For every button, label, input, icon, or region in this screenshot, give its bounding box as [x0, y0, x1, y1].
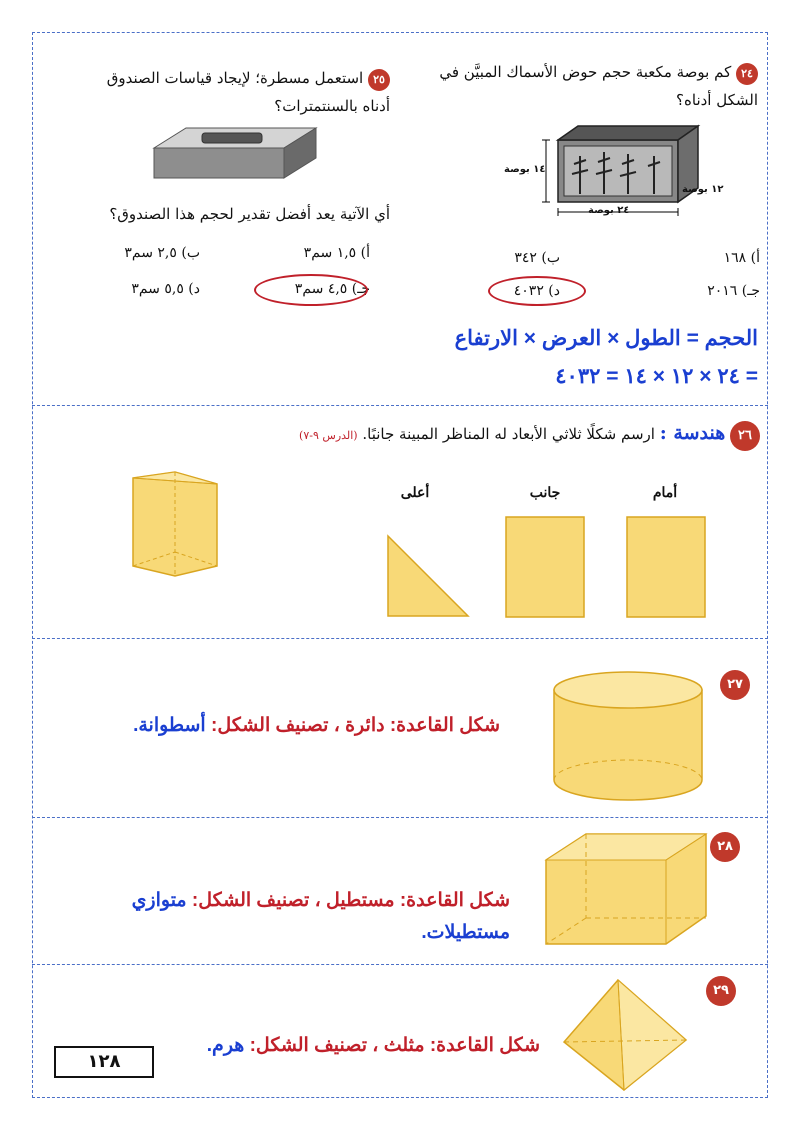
q24-number: ٢٤	[736, 63, 758, 85]
rectangular-prism-figure	[540, 830, 710, 950]
q29-answer	[150, 1030, 540, 1062]
q25-option-c: جـ) ٤,٥ سم٣	[294, 281, 370, 297]
q27-label-b: تصنيف الشكل:	[211, 715, 329, 736]
separator-1	[32, 405, 768, 406]
q25-option-a: أ) ١,٥ سم٣	[303, 245, 370, 261]
tank-length-label: ٢٤ بوصة	[588, 205, 630, 216]
q25-option-b: ب) ٢,٥ سم٣	[124, 245, 200, 261]
tank-height-label: ١٤ بوصة	[504, 164, 546, 175]
side-view-rectangle	[505, 516, 585, 618]
top-view-triangle	[386, 534, 470, 618]
q25-text: استعمل مسطرة؛ لإيجاد قياسات الصندوق أدناه بالسنتمترات؟	[106, 69, 390, 115]
q24-option-b: ب) ٣٤٢	[514, 250, 560, 266]
q28-label-b: تصنيف الشكل:	[191, 890, 310, 911]
separator-3	[32, 817, 768, 818]
q27-value-b: أسطوانة.	[133, 715, 206, 736]
q29-label-a: شكل القاعدة:	[429, 1035, 540, 1056]
q24-block	[406, 58, 758, 114]
q25-block	[80, 64, 390, 120]
q24-text: كم بوصة مكعبة حجم حوض الأسماك المبيَّن في الشكل أدناه؟	[439, 63, 758, 109]
q26-header	[130, 420, 760, 451]
q24-answer-circle	[488, 276, 586, 306]
q24-formula-line1: الحجم = الطول × العرض × الارتفاع	[454, 327, 758, 350]
q24-option-a: أ) ١٦٨	[723, 250, 760, 266]
q24-option-c: جـ) ٢٠١٦	[707, 283, 760, 299]
front-view-rectangle	[626, 516, 706, 618]
q28-label-a: شكل القاعدة:	[399, 890, 510, 911]
q28-value-a: مستطيل ،	[314, 890, 395, 911]
q24-option-d: د) ٤٠٣٢	[513, 283, 560, 299]
q24-formula-line2: = ٢٤ × ١٢ × ١٤ = ٤٠٣٢	[555, 365, 758, 388]
tank-depth-label: ١٢ بوصة	[682, 184, 724, 195]
q27-answer	[50, 710, 500, 742]
q29-value-a: مثلث ،	[372, 1035, 425, 1056]
q29-label-b: تصنيف الشكل:	[249, 1035, 368, 1056]
q26-number: ٢٦	[730, 421, 760, 451]
view-label-top: أعلى	[400, 484, 430, 500]
q27-number: ٢٧	[720, 670, 750, 700]
q25-answer-circle	[254, 274, 368, 306]
cylinder-figure	[548, 668, 708, 808]
q26-title: هندسة :	[659, 422, 726, 444]
q26-text: ارسم شكلًا ثلاثي الأبعاد له المناظر المبينة جانبًا.	[362, 425, 655, 443]
triangular-prism-figure	[125, 470, 225, 580]
q25-subtext: أي الآتية يعد أفضل تقدير لحجم هذا الصندوق؟	[109, 205, 390, 223]
q25-number: ٢٥	[368, 69, 390, 91]
view-label-front: أمام	[652, 484, 678, 500]
pyramid-figure	[560, 976, 690, 1094]
q28-answer	[60, 885, 510, 949]
box-figure	[150, 124, 320, 184]
q29-value-b: هرم.	[206, 1035, 245, 1056]
q28-value-b: متوازي مستطيلات.	[131, 890, 510, 943]
q27-label-a: شكل القاعدة:	[389, 715, 500, 736]
separator-2	[32, 638, 768, 639]
separator-4	[32, 964, 768, 965]
q26-lesson-ref: (الدرس ٩-٧)	[299, 429, 358, 442]
q28-number: ٢٨	[710, 832, 740, 862]
q27-value-a: دائرة ،	[333, 715, 385, 736]
view-label-side: جانب	[529, 484, 561, 500]
q29-number: ٢٩	[706, 976, 736, 1006]
page-number: ١٢٨	[54, 1046, 154, 1078]
q25-option-d: د) ٥,٥ سم٣	[131, 281, 200, 297]
